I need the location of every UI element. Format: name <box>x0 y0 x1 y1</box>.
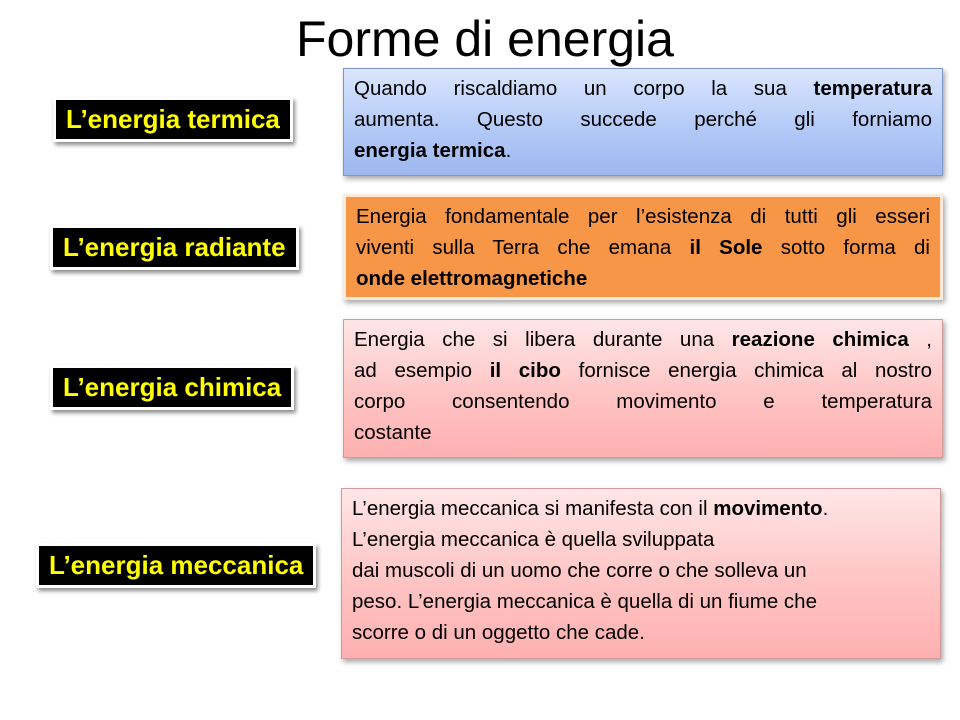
text-line: L’energia meccanica si manifesta con il movimento. <box>352 497 829 520</box>
text-line: dai muscoli di un uomo che corre o che solleva un <box>352 559 807 582</box>
text-line: viventi sulla Terra che emana il Sole sotto forma di <box>356 236 930 259</box>
text-line: aumenta. Questo succede perché gli forniamo <box>354 108 932 131</box>
text-line: ad esempio il cibo fornisce energia chimica al nostro <box>354 359 932 382</box>
text-line: L’energia meccanica è quella sviluppata <box>352 528 715 551</box>
box-energia-meccanica <box>341 488 941 659</box>
text-line: Energia fondamentale per l’esistenza di tutti gli esseri <box>356 205 930 228</box>
text-line: Quando riscaldiamo un corpo la sua temperatura <box>354 77 932 100</box>
label-energia-meccanica: L’energia meccanica <box>36 543 316 588</box>
text-line: costante <box>354 421 432 444</box>
box-energia-chimica <box>343 319 943 458</box>
text-line: energia termica. <box>354 139 512 162</box>
text-line: scorre o di un oggetto che cade. <box>352 621 645 644</box>
box-energia-termica <box>343 68 943 176</box>
text-line: peso. L’energia meccanica è quella di un fiume che <box>352 590 817 613</box>
text-line: onde elettromagnetiche <box>356 267 588 290</box>
box-energia-radiante <box>343 194 943 300</box>
text-line: corpo consentendo movimento e temperatura <box>354 390 932 413</box>
label-energia-termica: L’energia termica <box>53 97 293 142</box>
page-title: Forme di energia <box>296 11 674 67</box>
text-line: Energia che si libera durante una reazione chimica , <box>354 328 932 351</box>
label-energia-chimica: L’energia chimica <box>50 365 294 410</box>
label-energia-radiante: L’energia radiante <box>50 225 299 270</box>
